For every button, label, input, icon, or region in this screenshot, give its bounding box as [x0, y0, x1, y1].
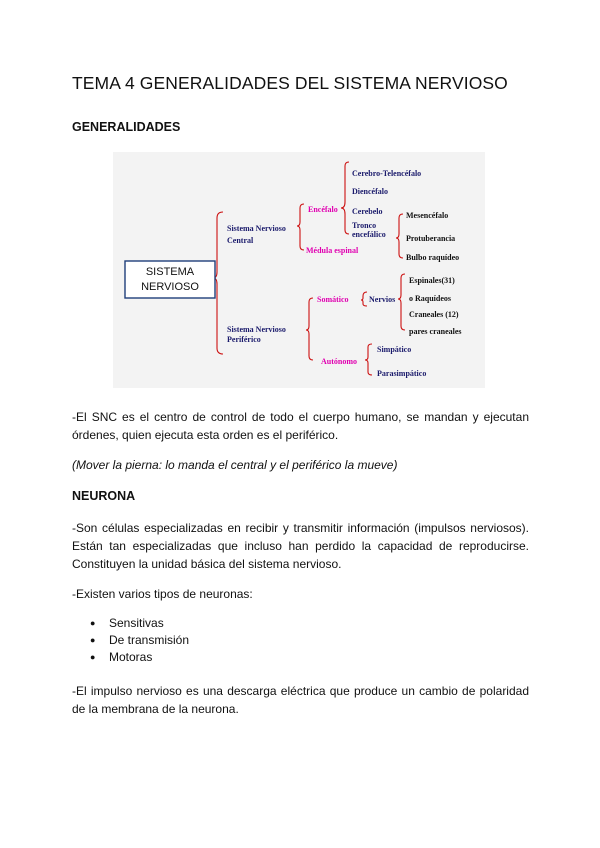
root-label-line1: SISTEMA [145, 266, 195, 278]
label-nervios: Nervios [369, 295, 396, 304]
label-encefalo: Encéfalo [308, 205, 338, 214]
paragraph-tipos: -Existen varios tipos de neuronas: [72, 587, 253, 601]
label-cerebelo: Cerebelo [352, 207, 383, 216]
list-item: ● Motoras [90, 649, 189, 666]
bracket-somatico [361, 292, 367, 306]
section-heading-generalidades: GENERALIDADES [72, 120, 181, 134]
bracket-nervios [398, 274, 405, 330]
label-periferico-1: Sistema Nervioso [227, 325, 286, 334]
label-central-1: Sistema Nervioso [227, 224, 286, 233]
label-simpatico: Simpático [377, 345, 412, 354]
label-central-2: Central [227, 236, 254, 245]
bracket-autonomo [365, 344, 372, 375]
document-title: TEMA 4 GENERALIDADES DEL SISTEMA NERVIOSO [72, 73, 508, 93]
label-tronco-2: encefálico [352, 230, 386, 239]
bracket-periferico [306, 298, 313, 360]
bracket-tronco [396, 214, 403, 258]
paragraph-impulso: -El impulso nervioso es una descarga eléctrica que produce un cambio de polaridad de la membrana de la neurona. [72, 684, 529, 716]
label-craneales: Craneales (12) [409, 310, 459, 319]
label-periferico-2: Periférico [227, 335, 261, 344]
label-cerebro: Cerebro-Telencéfalo [352, 169, 422, 178]
label-somatico: Somático [317, 295, 349, 304]
label-autonomo: Autónomo [321, 357, 358, 366]
section-heading-neurona: NEURONA [72, 489, 136, 503]
bracket-encefalo [341, 162, 349, 234]
label-tronco-1: Tronco [352, 221, 377, 230]
label-espinales: Espinales(31) [409, 276, 455, 285]
label-parasimpatico: Parasimpático [377, 369, 427, 378]
label-bulbo: Bulbo raquídeo [406, 253, 460, 262]
label-protuberancia: Protuberancia [406, 234, 456, 243]
list-item: ● Sensitivas [90, 615, 189, 632]
paragraph-snc: -El SNC es el centro de control de todo el cuerpo humano, se mandan y ejecutan órdenes, quien ejecuta esta orden es el periférico. [72, 410, 529, 442]
label-mesencefalo: Mesencéfalo [406, 211, 449, 220]
label-pares-craneales: pares craneales [409, 327, 462, 336]
bracket-central [297, 204, 304, 250]
nervous-system-diagram [113, 152, 485, 388]
list-item: ● De transmisión [90, 632, 189, 649]
paragraph-neurona: -Son células especializadas en recibir y transmitir información (impulsos nerviosos). Están tan especializadas que incluso han perdido la capacidad de reproducirse. Constituyen la unidad básica del sistema nervioso. [72, 521, 529, 571]
label-diencefalo: Diencéfalo [352, 187, 388, 196]
label-medula: Médula espinal [306, 246, 359, 255]
root-label-line2: NERVIOSO [141, 281, 199, 293]
label-o-raquideos: o Raquídeos [409, 294, 452, 303]
neuron-types-list [90, 615, 189, 666]
paragraph-example: (Mover la pierna: lo manda el central y el periférico la mueve) [72, 458, 398, 472]
